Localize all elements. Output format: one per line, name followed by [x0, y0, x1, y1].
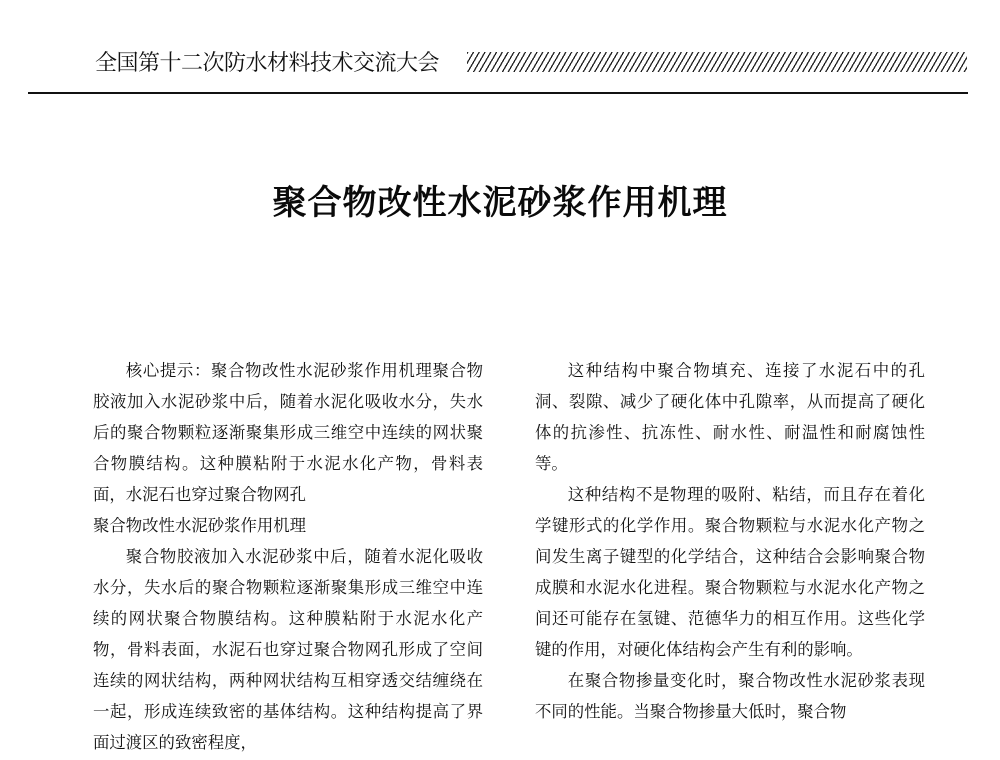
header-rule — [28, 92, 968, 94]
running-header — [95, 44, 970, 80]
repeated-title-line: 聚合物改性水泥砂浆作用机理 — [93, 516, 307, 535]
left-column — [93, 355, 483, 758]
body-paragraph-2: 这种结构中聚合物填充、连接了水泥石中的孔洞、裂隙、减少了硬化体中孔隙率，从而提高了硬化体的抗渗性、抗冻性、耐水性、耐温性和耐腐蚀性等。 — [535, 361, 925, 473]
body-paragraph-4: 在聚合物掺量变化时，聚合物改性水泥砂浆表现不同的性能。当聚合物掺量大低时，聚合物 — [535, 671, 925, 721]
conference-name: 全国第十二次防水材料技术交流大会 — [95, 51, 440, 76]
core-tip-paragraph: 核心提示：聚合物改性水泥砂浆作用机理聚合物胶液加入水泥砂浆中后，随着水泥化吸收水分，失水后的聚合物颗粒逐渐聚集形成三维空中连续的网状聚合物膜结构。这种膜粘附于水泥水化产物，骨料表面，水泥石也穿过聚合物网孔 — [93, 361, 483, 504]
header-hatch-decoration — [467, 52, 967, 72]
body-paragraph-3: 这种结构不是物理的吸附、粘结，而且存在着化学键形式的化学作用。聚合物颗粒与水泥水化产物之间发生离子键型的化学结合，这种结合会影响聚合物成膜和水泥水化进程。聚合物颗粒与水泥水化产物之间还可能存在氢键、范德华力的相互作用。这些化学键的作用，对硬化体结构会产生有利的影响。 — [535, 485, 925, 659]
body-paragraph-1: 聚合物胶液加入水泥砂浆中后，随着水泥化吸收水分，失水后的聚合物颗粒逐渐聚集形成三维空中连续的网状聚合物膜结构。这种膜粘附于水泥水化产物，骨料表面，水泥石也穿过聚合物网孔形成了空间连续的网状结构，两种网状结构互相穿透交结缠绕在一起，形成连续致密的基体结构。这种结构提高了界面过渡区的致密程度， — [93, 547, 483, 752]
article-title: 聚合物改性水泥砂浆作用机理 — [272, 182, 728, 223]
right-column — [535, 355, 925, 727]
